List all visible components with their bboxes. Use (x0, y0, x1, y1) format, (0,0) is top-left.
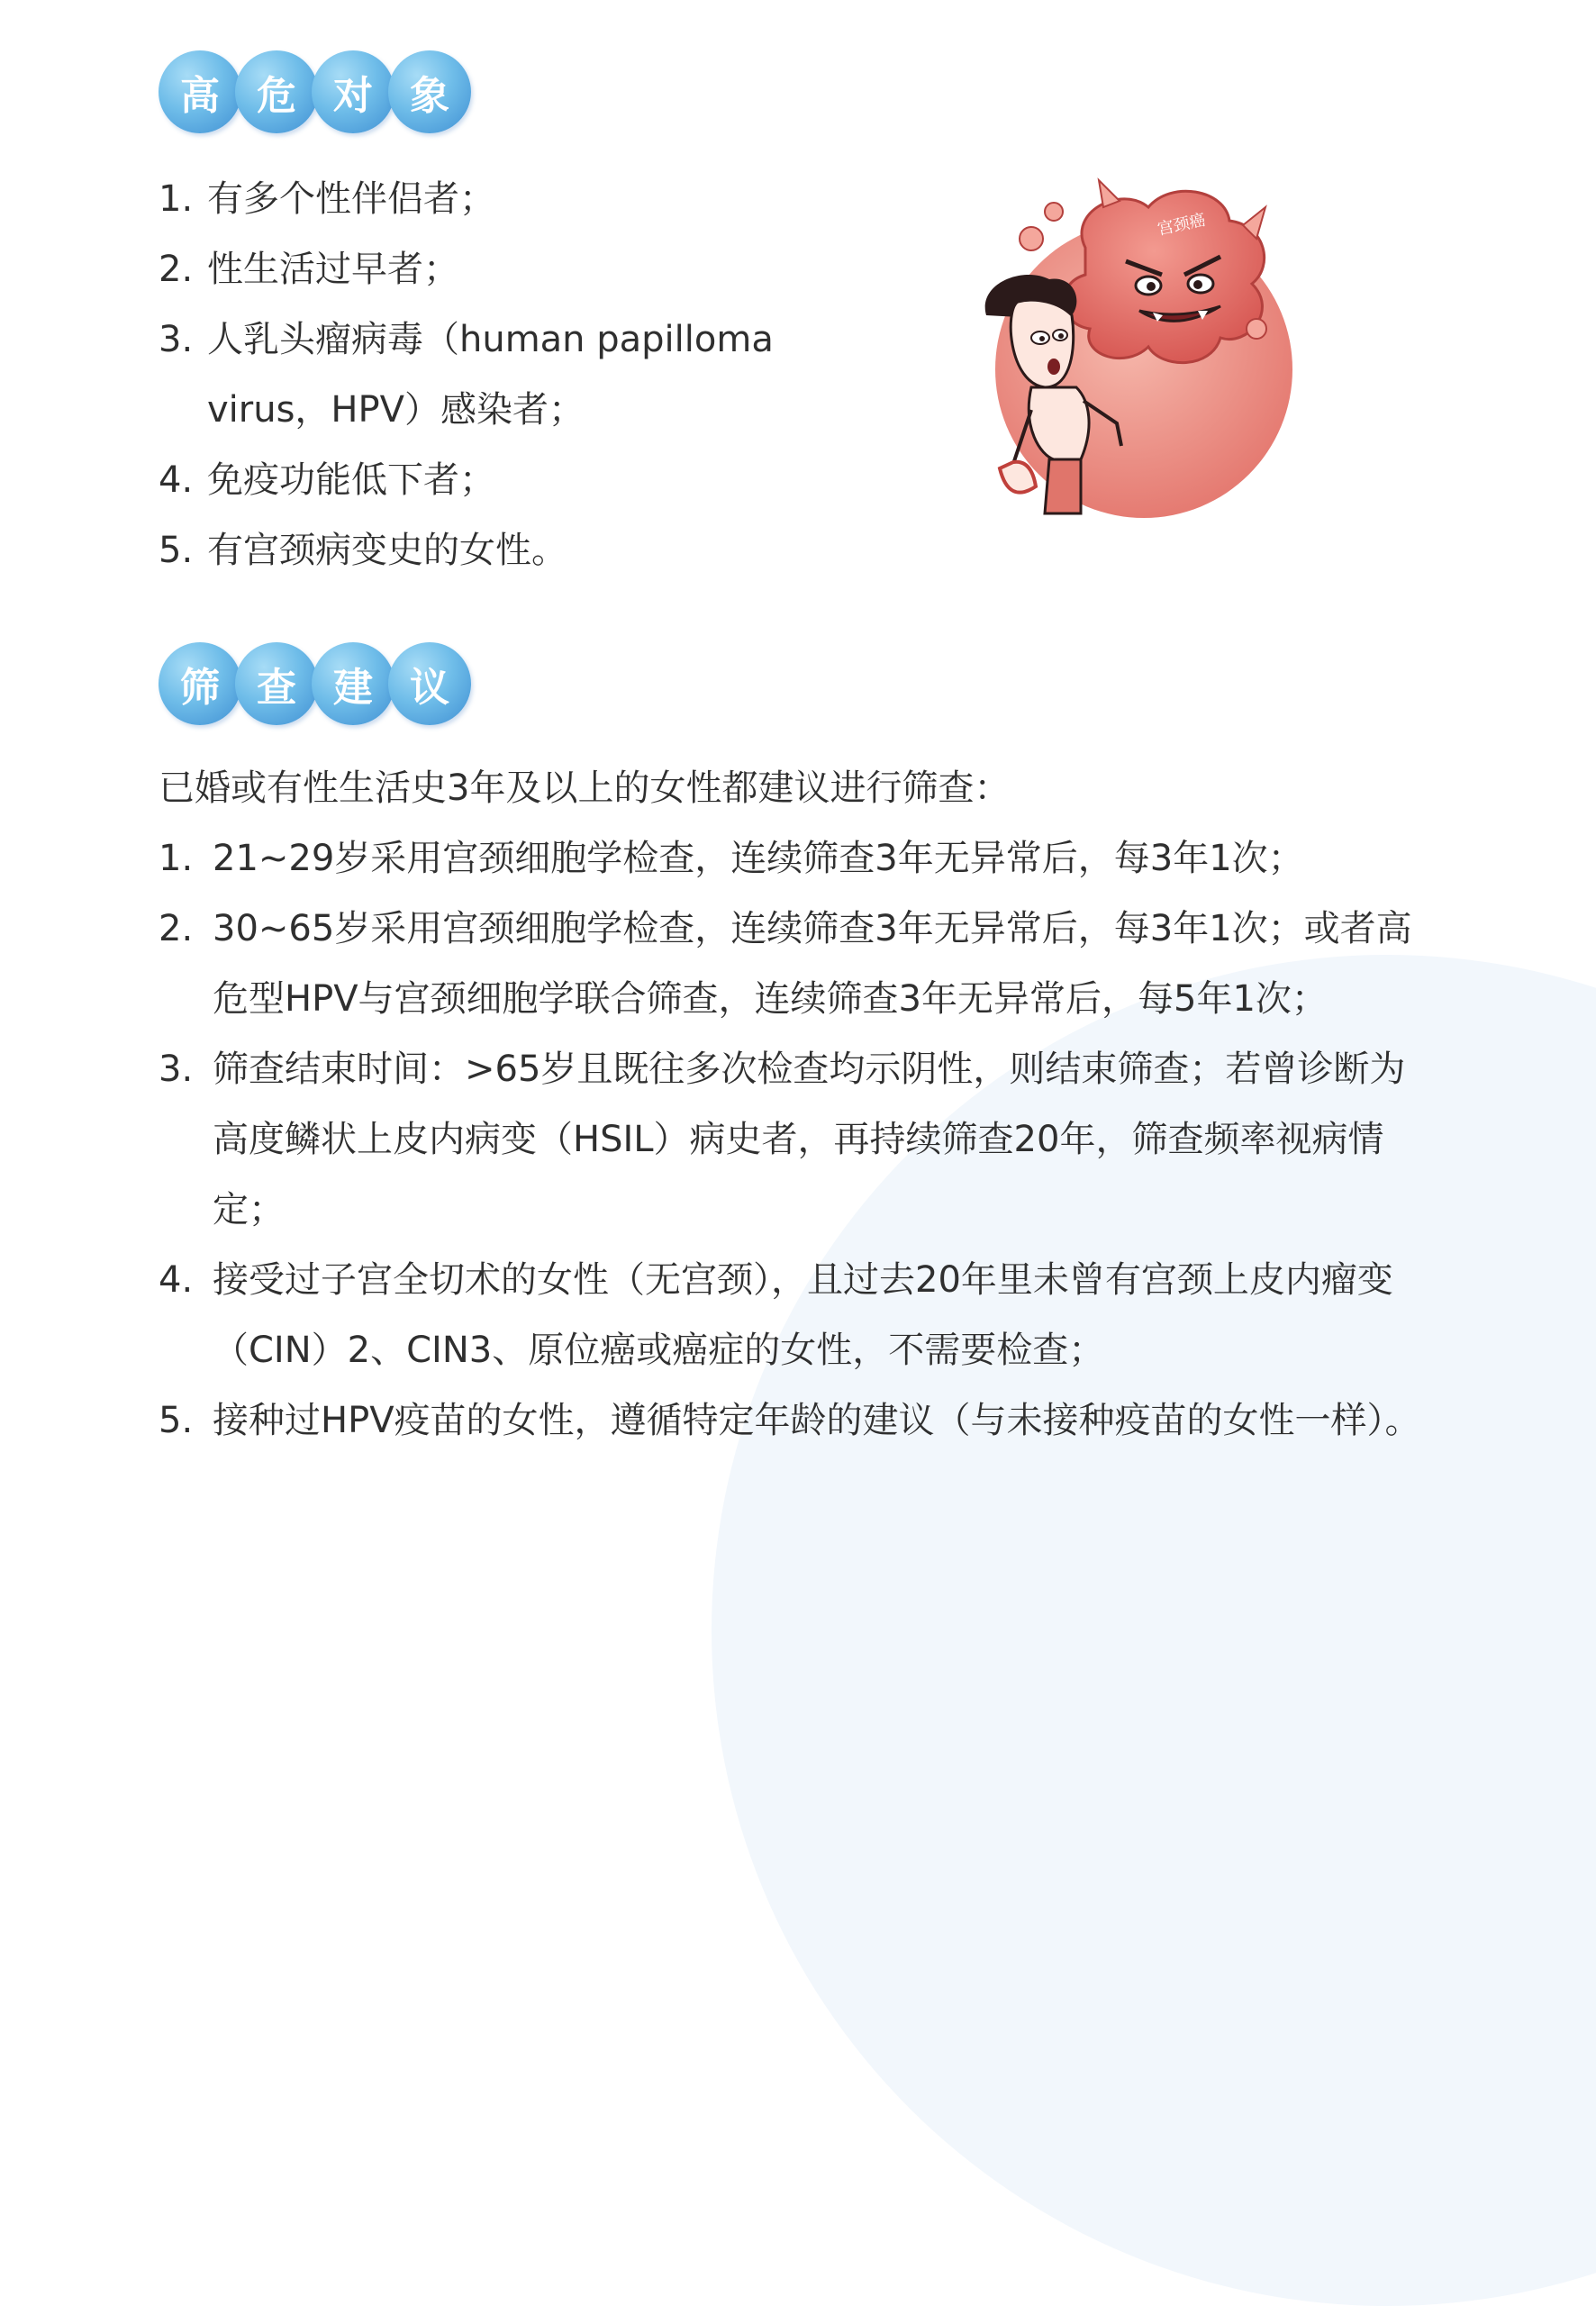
puff-icon (1247, 319, 1266, 339)
item-text: 有宫颈病变史的女性。 (207, 530, 567, 571)
item-text: 筛查结束时间：>65岁且既往多次检查均示阴性，则结束筛查；若曾诊断为高度鳞状上皮内病变（HSIL）病史者，再持续筛查20年，筛查频率视病情定； (213, 1049, 1406, 1230)
section-heading-screening (159, 642, 465, 725)
cervical-cancer-illustration (968, 176, 1319, 527)
heading-char: 高 (159, 50, 241, 133)
screening-intro: 已婚或有性生活史3年及以上的女性都建议进行筛查： (159, 767, 1011, 809)
list-item (159, 1034, 1437, 1245)
item-number: 5. (159, 530, 194, 571)
heading-char: 筛 (159, 642, 241, 725)
list-item (159, 234, 843, 304)
item-number: 1. (159, 838, 194, 879)
item-number: 3. (159, 319, 194, 360)
item-number: 2. (159, 908, 194, 949)
item-text: 人乳头瘤病毒（human papilloma virus，HPV）感染者； (207, 319, 774, 431)
item-number: 5. (159, 1400, 194, 1441)
item-number: 2. (159, 249, 194, 290)
heading-char: 议 (388, 642, 471, 725)
list-item (159, 164, 843, 234)
item-text: 接种过HPV疫苗的女性，遵循特定年龄的建议（与未接种疫苗的女性一样）。 (213, 1400, 1421, 1441)
item-number: 1. (159, 178, 194, 220)
section-heading-high-risk (159, 50, 465, 133)
list-item (159, 894, 1437, 1034)
item-text: 免疫功能低下者； (207, 459, 495, 501)
list-item (159, 304, 843, 445)
list-item (159, 515, 843, 586)
item-text: 接受过子宫全切术的女性（无宫颈），且过去20年里未曾有宫颈上皮内瘤变（CIN）2、CIN3、原位癌或癌症的女性，不需要检查； (213, 1259, 1393, 1371)
item-text: 性生活过早者； (207, 249, 459, 290)
monster-label: 宫颈癌 (1156, 210, 1208, 240)
item-number: 4. (159, 459, 194, 501)
list-item (159, 1385, 1437, 1456)
high-risk-list (159, 164, 843, 586)
list-item (159, 445, 843, 515)
heading-char: 对 (312, 50, 394, 133)
list-item (159, 823, 1437, 894)
heading-char: 象 (388, 50, 471, 133)
list-item (159, 1245, 1437, 1385)
puff-icon (1020, 227, 1043, 250)
item-number: 3. (159, 1049, 194, 1090)
item-text: 有多个性伴侣者； (207, 178, 495, 220)
item-number: 4. (159, 1259, 194, 1301)
heading-char: 危 (235, 50, 318, 133)
screening-list (159, 823, 1437, 1456)
monster-icon (1064, 180, 1265, 363)
heading-char: 建 (312, 642, 394, 725)
puff-icon (1045, 203, 1063, 221)
heading-char: 查 (235, 642, 318, 725)
item-text: 30~65岁采用宫颈细胞学检查，连续筛查3年无异常后，每3年1次；或者高危型HPV与宫颈细胞学联合筛查，连续筛查3年无异常后，每5年1次； (213, 908, 1412, 1020)
item-text: 21~29岁采用宫颈细胞学检查，连续筛查3年无异常后，每3年1次； (213, 838, 1304, 879)
